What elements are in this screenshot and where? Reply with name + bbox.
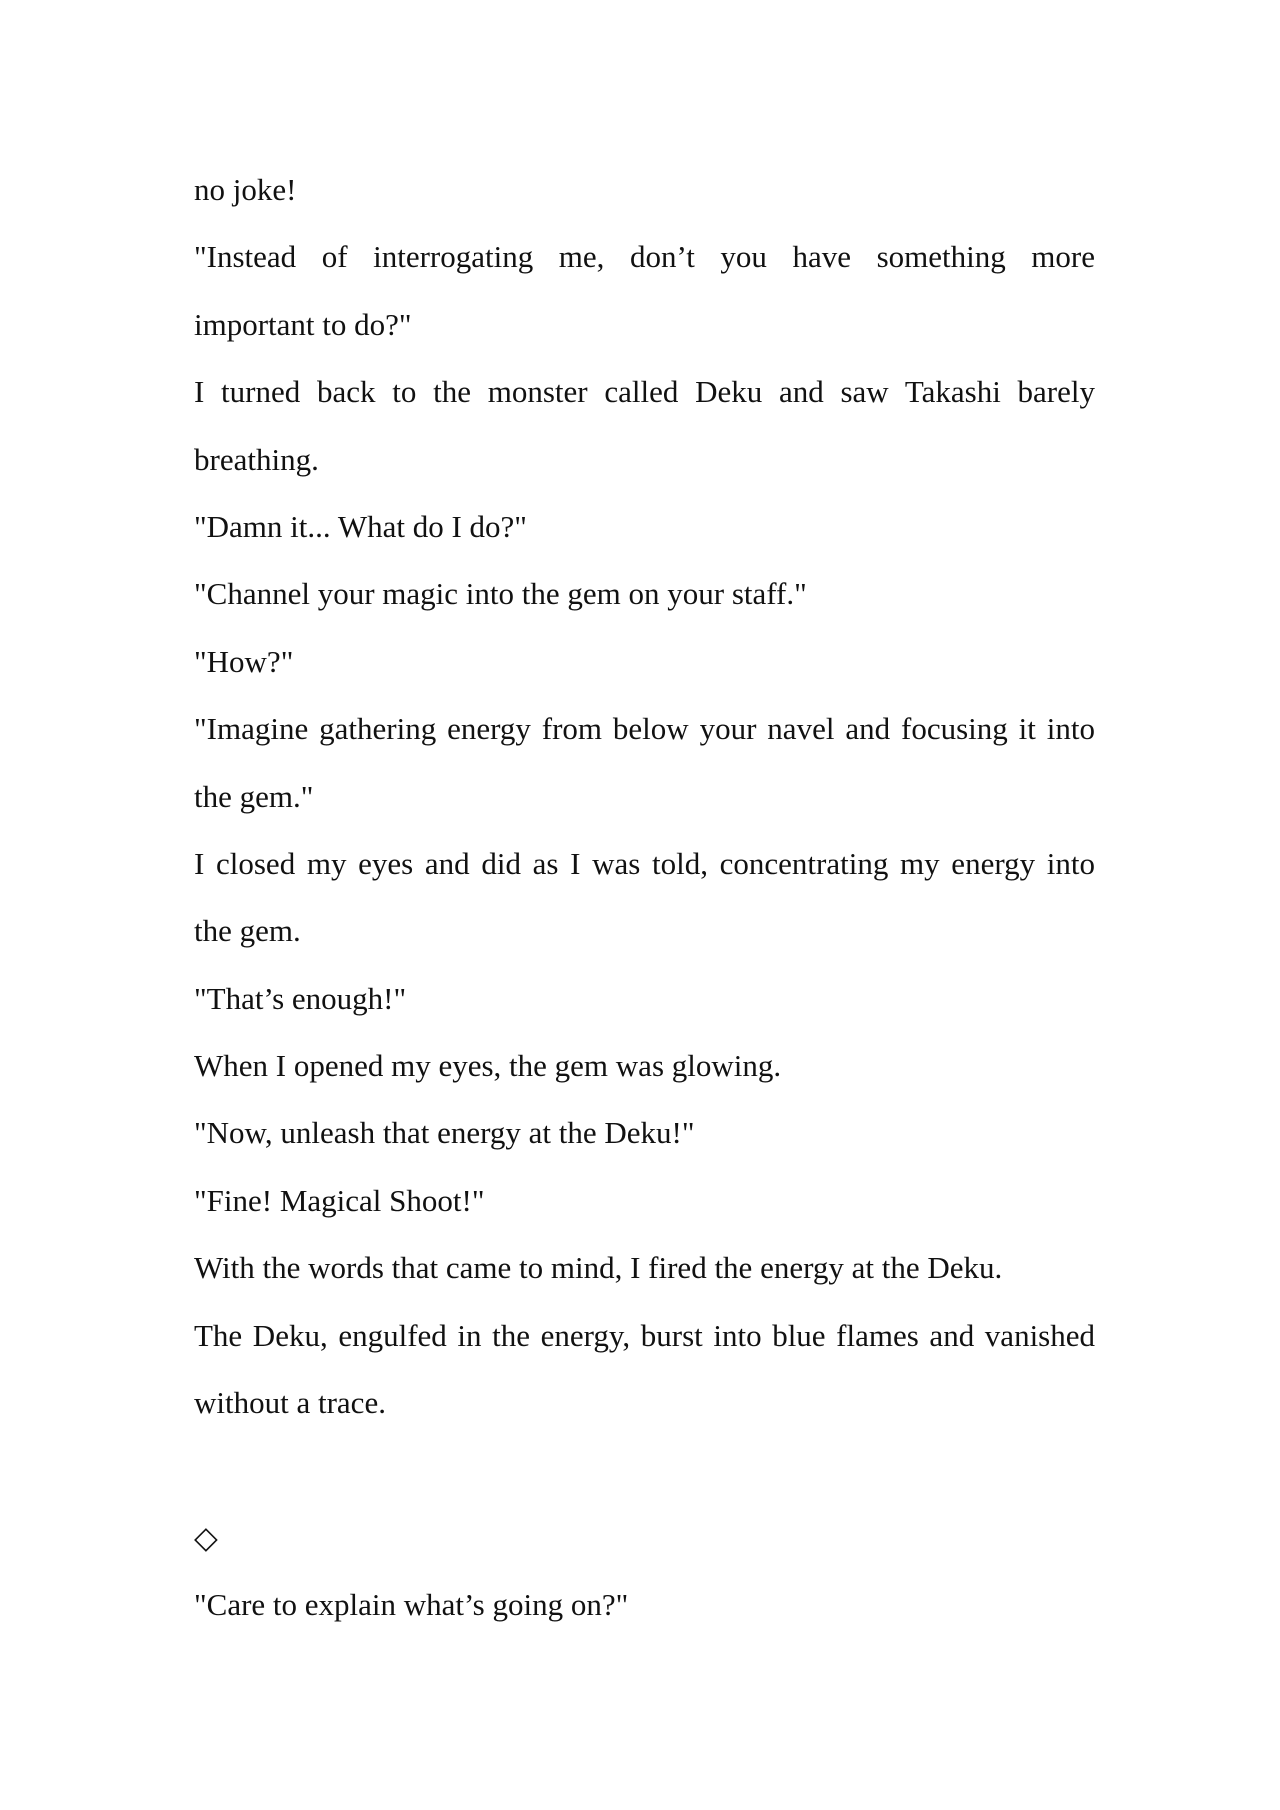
text-line: the gem. (194, 913, 301, 949)
blank-line (194, 1436, 1095, 1503)
text-line: "Fine! Magical Shoot!" (194, 1182, 485, 1218)
text-line: "That’s enough!" (194, 980, 407, 1016)
text-line: breathing. (194, 441, 319, 477)
text-body (194, 156, 1095, 1436)
text-line: The Deku, engulfed in the energy, burst into blue flames and vanished (194, 1317, 1095, 1353)
text-line: "Channel your magic into the gem on your staff." (194, 576, 807, 612)
scene-separator: ◇ (194, 1519, 218, 1555)
text-line: the gem." (194, 778, 314, 814)
text-line: "How?" (194, 643, 294, 679)
text-line: important to do?" (194, 306, 412, 342)
text-line: When I opened my eyes, the gem was glowing. (194, 1048, 782, 1084)
text-line: without a trace. (194, 1385, 386, 1421)
text-line: "Now, unleash that energy at the Deku!" (194, 1115, 695, 1151)
text-line: "Imagine gathering energy from below your navel and focusing it into (194, 711, 1095, 747)
text-line: I turned back to the monster called Deku and saw Takashi barely (194, 374, 1095, 410)
text-line: I closed my eyes and did as I was told, concentrating my energy into (194, 845, 1095, 881)
text-line: With the words that came to mind, I fired the energy at the Deku. (194, 1250, 1003, 1286)
document-page (194, 156, 1095, 1639)
text-line: "Care to explain what’s going on?" (194, 1587, 629, 1623)
text-line: "Damn it... What do I do?" (194, 508, 527, 544)
text-line: "Instead of interrogating me, don’t you have something more (194, 239, 1095, 275)
text-line: no joke! (194, 172, 297, 207)
